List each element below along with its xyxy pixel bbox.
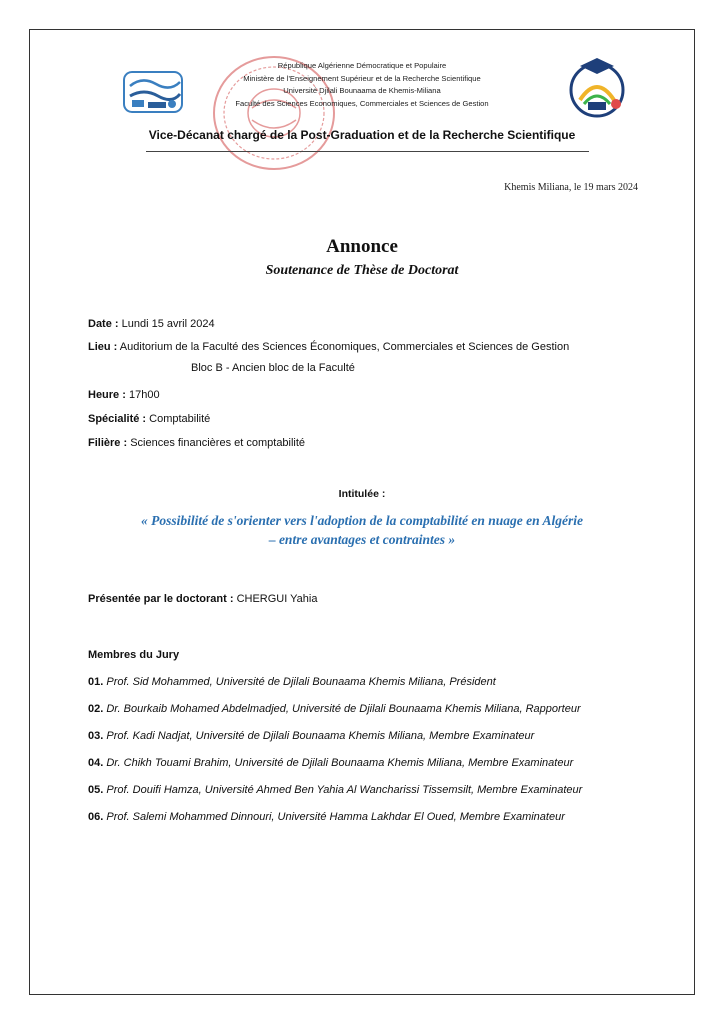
- header-line-republic: République Algérienne Démocratique et Populaire: [277, 61, 447, 70]
- info-filiere-value: Sciences financières et comptabilité: [130, 437, 306, 449]
- document-date: Khemis Miliana, le 19 mars 2024: [504, 182, 638, 193]
- jury-member-number: 03.: [88, 730, 104, 743]
- jury-member-text: Prof. Salemi Mohammed Dinnouri, Université Hamma Lakhdar El Oued, Membre Examinateur: [106, 811, 565, 824]
- jury-member-text: Prof. Douifi Hamza, Université Ahmed Ben Yahia Al Wancharissi Tissemsilt, Membre Examinateur: [106, 784, 583, 797]
- jury-member-number: 04.: [88, 757, 104, 770]
- info-lieu-sub: Bloc B - Ancien bloc de la Faculté: [191, 362, 355, 374]
- header-line-faculty: Faculté des Sciences Economiques, Commerciales et Sciences de Gestion: [235, 98, 489, 108]
- vice-deanship-title: Vice-Décanat chargé de la Post-Graduation et de la Recherche Scientifique: [148, 128, 576, 142]
- info-heure-label: Heure :: [88, 389, 126, 401]
- info-heure-value: 17h00: [128, 389, 160, 401]
- info-filiere-label: Filière :: [88, 437, 128, 449]
- thesis-title-line-2: – entre avantages et contraintes »: [268, 532, 456, 547]
- jury-list: [88, 676, 582, 839]
- jury-member-number: 05.: [88, 784, 104, 797]
- info-lieu: [88, 341, 569, 353]
- announcement-subtitle: Soutenance de Thèse de Doctorat: [265, 263, 459, 278]
- info-date-value: Lundi 15 avril 2024: [121, 318, 215, 330]
- jury-member-number: 02.: [88, 703, 104, 716]
- jury-member-number: 01.: [88, 676, 104, 688]
- presented-by-name: CHERGUI Yahia: [236, 593, 318, 605]
- jury-member: [88, 676, 582, 703]
- jury-member-text: Dr. Bourkaib Mohamed Abdelmadjed, Université de Djilali Bounaama Khemis Miliana, Rapporteur: [106, 703, 581, 716]
- jury-member-number: 06.: [88, 811, 104, 824]
- info-lieu-value: Auditorium de la Faculté des Sciences Économiques, Commerciales et Sciences de Gestion: [119, 341, 570, 353]
- info-date-label: Date :: [88, 318, 119, 330]
- presented-by-label: Présentée par le doctorant :: [88, 593, 234, 605]
- jury-heading: Membres du Jury: [88, 649, 180, 661]
- info-specialite: [88, 413, 210, 425]
- info-filiere: [88, 437, 305, 449]
- info-specialite-label: Spécialité :: [88, 413, 147, 425]
- thesis-title: [60, 511, 664, 549]
- jury-member-text: Dr. Chikh Touami Brahim, Université de Djilali Bounaama Khemis Miliana, Membre Examinateur: [106, 757, 574, 770]
- info-specialite-value: Comptabilité: [149, 413, 211, 425]
- presented-by: [88, 593, 317, 605]
- header-line-ministry: Ministère de l'Enseignement Supérieur et de la Recherche Scientifique: [243, 73, 481, 83]
- jury-member: [88, 703, 582, 730]
- info-date: [88, 318, 215, 330]
- header-divider: [146, 151, 589, 152]
- info-heure: [88, 389, 160, 401]
- header-line-university: Université Djilali Bounaama de Khemis-Miliana: [283, 86, 441, 95]
- announcement-title: Annonce: [326, 236, 398, 257]
- jury-member: [88, 730, 582, 757]
- jury-member: [88, 757, 582, 784]
- university-logo-icon: [564, 54, 630, 120]
- thesis-intitulee-label: Intitulée :: [338, 488, 386, 500]
- info-lieu-label: Lieu :: [88, 341, 118, 353]
- jury-member: [88, 784, 582, 811]
- institution-header: [160, 60, 564, 110]
- jury-member-text: Prof. Kadi Nadjat, Université de Djilali Bounaama Khemis Miliana, Membre Examinateur: [106, 730, 535, 743]
- thesis-title-line-1: « Possibilité de s'orienter vers l'adoption de la comptabilité en nuage en Algérie: [141, 513, 583, 528]
- jury-member: [88, 811, 582, 838]
- jury-member-text: Prof. Sid Mohammed, Université de Djilali Bounaama Khemis Miliana, Président: [106, 676, 496, 688]
